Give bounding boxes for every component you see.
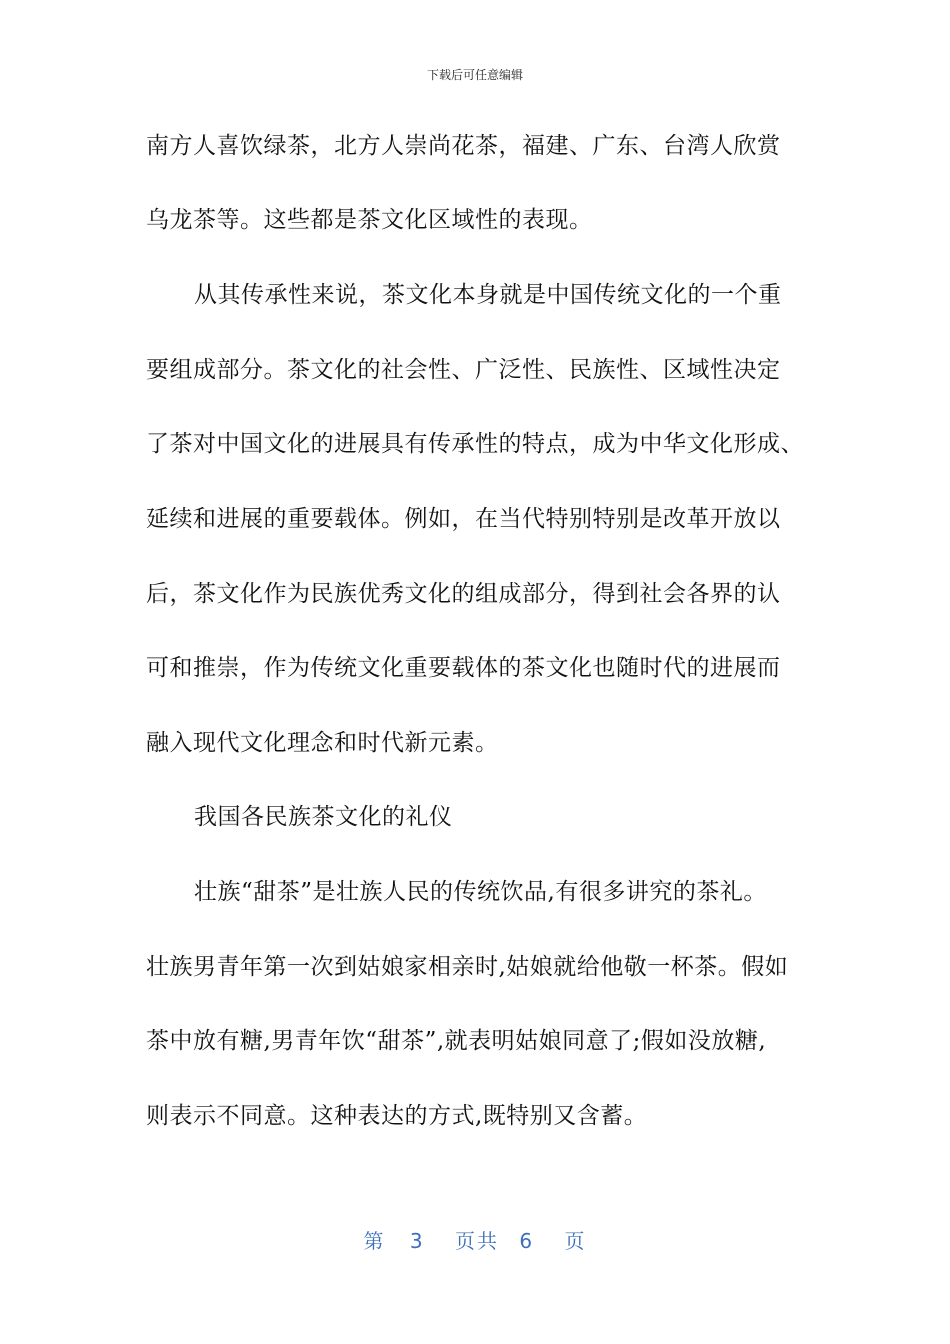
text-line: 壮族男青年第一次到姑娘家相亲时,姑娘就给他敬一杯茶。假如 (146, 954, 789, 980)
current-page-number: 3 (409, 1229, 425, 1253)
section-heading: 我国各民族茶文化的礼仪 (194, 804, 453, 830)
text-line: 南方人喜饮绿茶，北方人崇尚花茶，福建、广东、台湾人欣赏 (146, 133, 781, 159)
text-line: 后，茶文化作为民族优秀文化的组成部分，得到社会各界的认 (146, 581, 781, 607)
text-line: 了茶对中国文化的进展具有传承性的特点，成为中华文化形成、 (146, 431, 804, 457)
text-line: 乌龙茶等。这些都是茶文化区域性的表现。 (146, 207, 593, 233)
paragraph-start-line: 壮族“甜茶”是壮族人民的传统饮品,有很多讲究的茶礼。 (194, 879, 767, 905)
text-line: 茶中放有糖,男青年饮“甜茶”,就表明姑娘同意了;假如没放糖, (146, 1028, 767, 1054)
page-header: 下载后可任意编辑 (426, 68, 523, 82)
footer-middle: 页共 (455, 1229, 499, 1253)
text-line: 要组成部分。茶文化的社会性、广泛性、民族性、区域性决定 (146, 357, 781, 383)
text-line: 延续和进展的重要载体。例如，在当代特别特别是改革开放以 (146, 506, 781, 532)
text-line: 可和推崇，作为传统文化重要载体的茶文化也随时代的进展而 (146, 655, 781, 681)
text-line: 融入现代文化理念和时代新元素。 (146, 730, 499, 756)
total-page-number: 6 (519, 1229, 535, 1253)
page-footer (0, 1225, 950, 1254)
footer-suffix: 页 (564, 1229, 587, 1253)
footer-prefix: 第 (363, 1229, 386, 1253)
text-line: 则表示不同意。这种表达的方式,既特别又含蓄。 (146, 1103, 648, 1129)
paragraph-start-line: 从其传承性来说，茶文化本身就是中国传统文化的一个重 (194, 282, 782, 308)
